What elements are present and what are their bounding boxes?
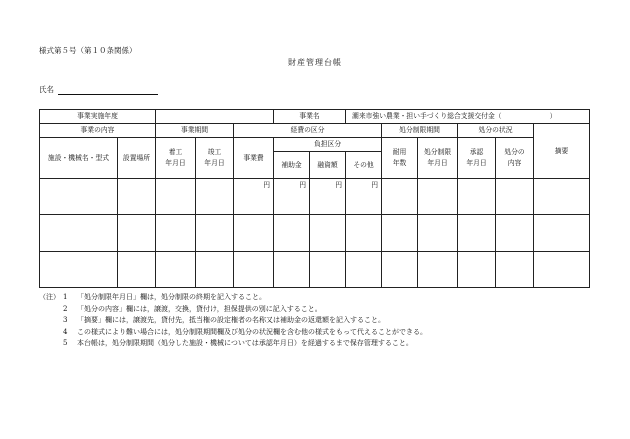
name-underline xyxy=(58,94,158,95)
note-number: 2 xyxy=(63,304,68,313)
col-subsidy: 補助金 xyxy=(274,152,310,179)
form-number: 様式第５号（第１０条関係） xyxy=(39,46,137,55)
note-number: 1 xyxy=(63,293,68,301)
note-number: 5 xyxy=(63,339,68,348)
note-text: 「摘要」欄には，譲渡先，貸付先，抵当権の設定権者の名称又は補助金の返還額を記入すること。 xyxy=(77,316,385,325)
col-service-life-line1: 耐用 xyxy=(392,148,407,156)
page-title: 財産管理台帳 xyxy=(288,58,342,67)
col-location: 設置場所 xyxy=(118,138,156,179)
note-text: 「処分の内容」欄には，譲渡，交換，貸付け，担保提供の別に記入すること。 xyxy=(77,304,322,313)
table-row xyxy=(40,215,590,252)
asset-ledger-table xyxy=(39,109,590,288)
col-disposal-content-line2: 内容 xyxy=(507,159,522,167)
note-text: 本台帳は，処分制限期間（処分した施設・機械については承認年月日）を経過するまで保存管理すること。 xyxy=(77,339,413,348)
project-year-label: 事業実施年度 xyxy=(40,110,156,124)
col-group-cost: 経費の区分 xyxy=(234,124,382,138)
burden-header-row xyxy=(40,138,590,152)
yen-unit: 円 xyxy=(234,179,274,215)
col-completion xyxy=(196,138,234,179)
notes-lead: （注） xyxy=(39,293,60,301)
col-disposal-content xyxy=(496,138,534,179)
col-approval-date-line1: 承認 xyxy=(469,148,484,156)
note-text: この様式により難い場合には，処分制限期間欄及び処分の状況欄を含む他の様式をもって代えることができる。 xyxy=(77,327,427,336)
col-project-cost: 事業費 xyxy=(234,138,274,179)
project-name-close: ） xyxy=(549,112,557,120)
col-completion-line2: 年月日 xyxy=(204,159,225,167)
col-restriction-date xyxy=(418,138,458,179)
col-group-period: 事業期間 xyxy=(156,124,234,138)
yen-unit: 円 xyxy=(274,179,310,215)
col-group-content: 事業の内容 xyxy=(40,124,156,138)
notes-section xyxy=(39,292,427,350)
col-service-life xyxy=(382,138,418,179)
note-item xyxy=(39,327,427,339)
project-name-text: 潮来市強い農業・担い手づくり総合支援交付金（ xyxy=(352,112,502,120)
col-approval-date xyxy=(458,138,496,179)
col-remarks: 摘要 xyxy=(534,124,590,179)
yen-unit: 円 xyxy=(310,179,346,215)
col-group-burden: 負担区分 xyxy=(274,138,382,152)
note-item xyxy=(39,338,427,350)
table-row xyxy=(40,179,590,215)
project-name-label: 事業名 xyxy=(274,110,346,124)
group-header-row xyxy=(40,124,590,138)
col-group-disposal: 処分の状況 xyxy=(458,124,534,138)
col-loan: 融資額 xyxy=(310,152,346,179)
project-info-row xyxy=(40,110,590,124)
col-service-life-line2: 年数 xyxy=(392,159,407,167)
yen-unit: 円 xyxy=(346,179,382,215)
col-facility: 施設・機械名・型式 xyxy=(40,138,118,179)
col-start xyxy=(156,138,196,179)
table-row xyxy=(40,252,590,288)
note-item xyxy=(39,292,427,304)
col-start-line2: 年月日 xyxy=(165,159,186,167)
col-start-line1: 着工 xyxy=(168,148,183,156)
col-approval-date-line2: 年月日 xyxy=(466,159,487,167)
note-item xyxy=(39,304,427,316)
col-restriction-date-line1: 処分制限 xyxy=(423,148,452,156)
col-restriction-date-line2: 年月日 xyxy=(427,159,448,167)
col-other: その他 xyxy=(346,152,382,179)
note-text: 「処分制限年月日」欄は，処分制限の終期を記入すること。 xyxy=(77,293,266,301)
col-completion-line1: 竣工 xyxy=(207,148,222,156)
note-number: 4 xyxy=(63,327,68,336)
project-year-value xyxy=(156,110,274,124)
col-disposal-content-line1: 処分の xyxy=(504,148,525,156)
col-group-restriction: 処分制限期間 xyxy=(382,124,458,138)
note-item xyxy=(39,315,427,327)
note-number: 3 xyxy=(63,316,68,325)
project-name-value xyxy=(346,110,590,124)
name-label: 氏名 xyxy=(39,85,54,94)
